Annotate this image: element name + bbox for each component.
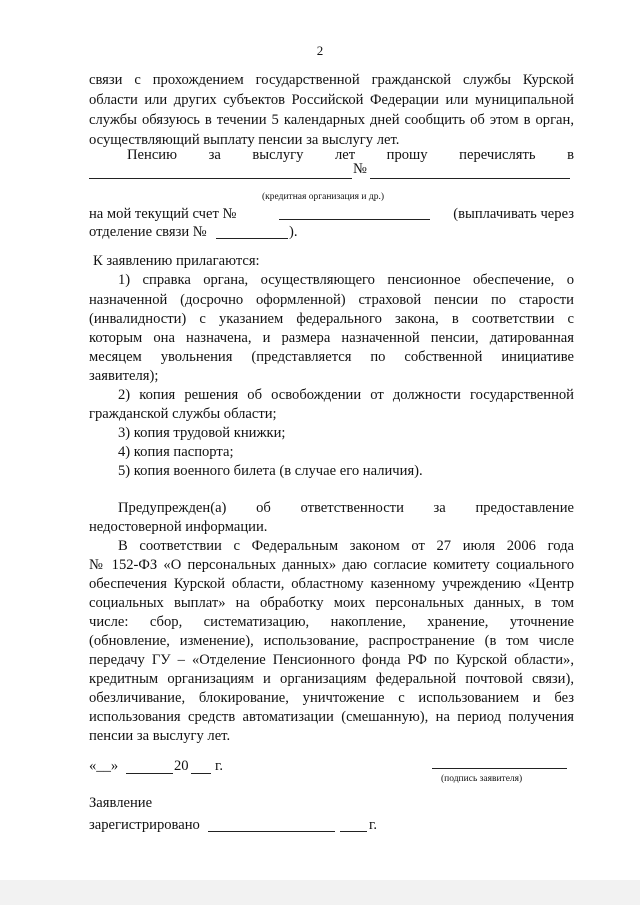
consent-line: кредитным организациям и организациям федеральной почтовой связи), [89, 671, 574, 687]
attachment-line: гражданской службы области; [89, 406, 277, 422]
word: за [208, 147, 221, 163]
consent-line: числе: сбор, систематизацию, накопление, хранение, уточнение [89, 614, 574, 630]
paragraph-line: осуществляющий выплату пенсии за выслугу лет. [89, 132, 400, 148]
registration-field-line-2 [340, 831, 367, 832]
date-open: «__» [89, 758, 119, 774]
attachment-line: назначенной (досрочно оформленной) страховой пенсии по старости [89, 292, 574, 308]
bank-number-field-line [370, 178, 570, 179]
attachment-line: заявителя); [89, 368, 159, 384]
registration-suffix: г. [369, 817, 377, 833]
registration-line2: зарегистрировано [89, 817, 200, 833]
post-office-end: ). [289, 224, 298, 240]
consent-line: обеспечения Курской области, областному казенному учреждению «Центр [89, 576, 574, 592]
attachments-heading: К заявлению прилагаются: [93, 253, 260, 269]
consent-line: (обновление, изменение), использование, распространение (в том числе [89, 633, 574, 649]
registration-field-line [208, 831, 335, 832]
account-field-line [279, 219, 430, 220]
attachment-line: (инвалидности) с указанием федерального закона, в соответствии с [89, 311, 574, 327]
warning-line: Предупрежден(а) об ответственности за предоставление [118, 500, 574, 516]
warning-line: недостоверной информации. [89, 519, 268, 535]
pension-request-line [127, 145, 574, 165]
paragraph-line: связи с прохождением государственной гражданской службы Курской [89, 72, 574, 88]
paragraph-line: службы обязуюсь в течении 5 календарных дней сообщить об этом в орган, [89, 112, 574, 128]
post-office-field-line [216, 238, 288, 239]
consent-line: пенсии за выслугу лет. [89, 728, 231, 744]
attachment-line: 5) копия военного билета (в случае его наличия). [118, 463, 423, 479]
word: прошу [386, 147, 428, 163]
consent-line: социальных выплат» на обработку моих персональных данных, в том [89, 595, 574, 611]
pay-through-text: (выплачивать через [453, 206, 574, 222]
consent-line: использования средств автоматизации (смешанную), на период получения [89, 709, 574, 725]
paragraph-line: области или других субъектов Российской Федерации или муниципальной [89, 92, 574, 108]
word: в [567, 147, 574, 163]
attachment-line: 1) справка органа, осуществляющего пенсионное обеспечение, о [118, 272, 574, 288]
consent-line: № 152-ФЗ «О персональных данных» даю согласие комитету социального [89, 557, 574, 573]
word: выслугу [252, 147, 304, 163]
attachment-line: которым она назначена, и размера назначенной пенсии, датированная [89, 330, 574, 346]
account-label: на мой текущий счет № [89, 206, 237, 222]
consent-line: В соответствии с Федеральным законом от 27 июля 2006 года [118, 538, 574, 554]
year-prefix: 20 [174, 758, 189, 774]
bank-name-field-line [89, 178, 352, 179]
signature-caption: (подпись заявителя) [441, 774, 523, 784]
consent-line: передачу ГУ – «Отделение Пенсионного фонда РФ по Курской области», [89, 652, 574, 668]
consent-line: обезличивание, блокирование, уничтожение с использованием и без [89, 690, 574, 706]
registration-line1: Заявление [89, 795, 153, 811]
date-month-line [126, 773, 173, 774]
attachment-line: месяцем увольнения (представляется по собственной инициативе [89, 349, 574, 365]
scan-bottom-edge [0, 880, 640, 905]
post-office-label: отделение связи № [89, 224, 207, 240]
attachment-line: 4) копия паспорта; [118, 444, 234, 460]
number-sign: № [353, 161, 367, 177]
attachment-line: 2) копия решения об освобождении от должности государственной [118, 387, 574, 403]
page-number: 2 [316, 43, 324, 58]
attachment-line: 3) копия трудовой книжки; [118, 425, 286, 441]
signature-line [432, 768, 567, 769]
word: лет [334, 147, 356, 163]
year-suffix: г. [215, 758, 223, 774]
word: Пенсию [127, 147, 178, 163]
word: перечислять [459, 147, 536, 163]
bank-caption: (кредитная организация и др.) [262, 192, 384, 202]
date-year-line [191, 773, 211, 774]
